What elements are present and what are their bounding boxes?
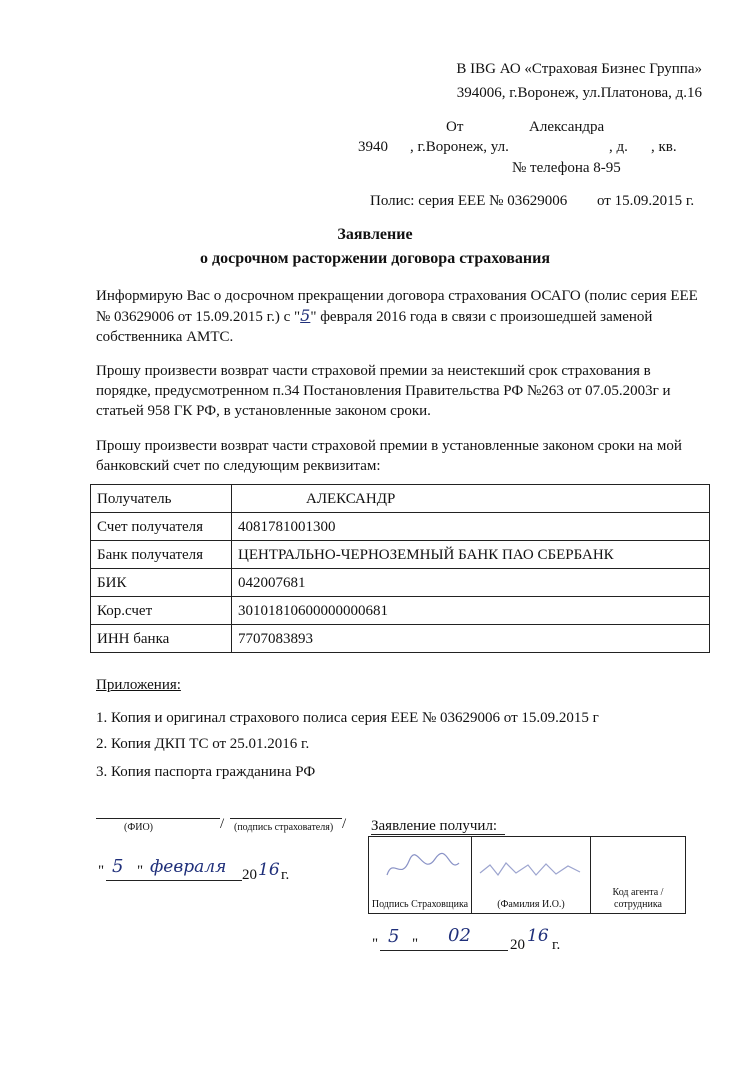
date-year-prefix: 20 (242, 867, 257, 883)
sender-phone: № телефона 8-95 (512, 160, 621, 176)
requisite-value: ЦЕНТРАЛЬНО-ЧЕРНОЗЕМНЫЙ БАНК ПАО СБЕРБАНК (232, 541, 710, 569)
fio-line (96, 818, 220, 819)
requisite-value: 7707083893 (232, 625, 710, 653)
insurer-signature-cell (369, 837, 472, 914)
handwritten-date-year: 16 (258, 860, 280, 880)
attachment-item-1: 1. Копия и оригинал страхового полиса серия ЕЕЕ № 03629006 от 15.09.2015 г (96, 710, 599, 726)
received-quote-open: " (372, 936, 379, 952)
paragraph-notice (96, 286, 704, 347)
requisite-label: Счет получателя (91, 513, 232, 541)
requisite-value: 042007681 (232, 569, 710, 597)
requisites-table (90, 484, 710, 653)
agent-code-caption: Код агента / сотрудника (612, 887, 664, 910)
date-underline (106, 880, 242, 881)
requisite-label: БИК (91, 569, 232, 597)
table-row (369, 837, 686, 914)
handwritten-date-month: февраля (150, 857, 227, 877)
signature-caption: (подпись страхователя) (234, 822, 334, 833)
requisite-label: ИНН банка (91, 625, 232, 653)
date-year-end: г. (281, 867, 290, 883)
received-table (368, 836, 686, 914)
table-row (91, 541, 710, 569)
insurer-name-caption: (Фамилия И.О.) (497, 899, 565, 910)
handwritten-received-month: 02 (448, 925, 471, 946)
paragraph-notice-end: " февраля 2016 года в связи с произошедшей заменой собственника АМТС. (96, 309, 653, 345)
requisite-label: Банк получателя (91, 541, 232, 569)
requisite-value: 4081781001300 (232, 513, 710, 541)
signature-line (230, 818, 342, 819)
agent-code-cell (591, 837, 686, 914)
paragraph-refund-request: Прошу произвести возврат части страховой премии за неистекший срок страхования в порядке, предусмотренном п.34 Постановления Правительства РФ №263 от 07.05.2003г и статьей 958 ГК РФ, в установленные законом сроки. (96, 363, 671, 419)
insurer-name-cell (472, 837, 591, 914)
paragraph-notice-start: Информирую Вас о досрочном прекращении договора страхования ОСАГО (полис серия ЕЕЕ № 03629006 от 15.09.2015 г.) с " (96, 288, 698, 325)
handwritten-received-day: 5 (388, 926, 400, 947)
table-row (91, 625, 710, 653)
sender-name: Александра (529, 119, 605, 135)
policy-date: от 15.09.2015 г. (597, 193, 695, 209)
requisite-value: АЛЕКСАНДР (232, 485, 710, 513)
received-year-end: г. (552, 937, 561, 953)
date-quote-close: " (137, 863, 144, 879)
received-heading-underline (371, 834, 505, 835)
table-row (91, 485, 710, 513)
sender-flat: , кв. (651, 139, 677, 155)
handwritten-date-day: 5 (112, 856, 124, 877)
paragraph-bank-request: Прошу произвести возврат части страховой премии в установленные законом сроки на мой банковский счет по следующим реквизитам: (96, 438, 682, 474)
from-label: От (446, 119, 464, 135)
date-quote-open: " (98, 863, 105, 879)
sender-city: , г.Воронеж, ул. (410, 139, 509, 155)
handwritten-day: 5 (300, 306, 311, 325)
received-date-underline (380, 950, 508, 951)
sender-house: , д. (609, 139, 628, 155)
insurer-name-stamp (476, 855, 586, 885)
insurer-signature-mark (383, 847, 463, 887)
received-quote-close: " (412, 936, 419, 952)
sender-zip: 3940 (358, 139, 388, 155)
table-row (91, 597, 710, 625)
policy-number: Полис: серия ЕЕЕ № 03629006 (370, 193, 568, 209)
received-heading: Заявление получил: (371, 818, 498, 834)
requisite-label: Получатель (91, 485, 232, 513)
signature-slash: / (220, 816, 225, 832)
attachment-item-3: 3. Копия паспорта гражданина РФ (96, 764, 316, 780)
table-row (91, 569, 710, 597)
document-title: Заявление (337, 226, 413, 243)
received-year-prefix: 20 (510, 937, 525, 953)
table-row (91, 513, 710, 541)
attachment-item-2: 2. Копия ДКП ТС от 25.01.2016 г. (96, 736, 310, 752)
attachments-heading: Приложения: (96, 677, 181, 693)
fio-caption: (ФИО) (124, 822, 154, 833)
addressee-line-2: 394006, г.Воронеж, ул.Платонова, д.16 (456, 85, 702, 101)
handwritten-received-year: 16 (527, 926, 549, 946)
addressee-line-1: В IBG АО «Страховая Бизнес Группа» (456, 61, 702, 77)
requisite-label: Кор.счет (91, 597, 232, 625)
document-subtitle: о досрочном расторжении договора страхования (200, 250, 550, 267)
insurer-signature-caption: Подпись Страховщика (371, 899, 469, 910)
signature-slash-end: / (342, 816, 347, 832)
requisite-value: 30101810600000000681 (232, 597, 710, 625)
